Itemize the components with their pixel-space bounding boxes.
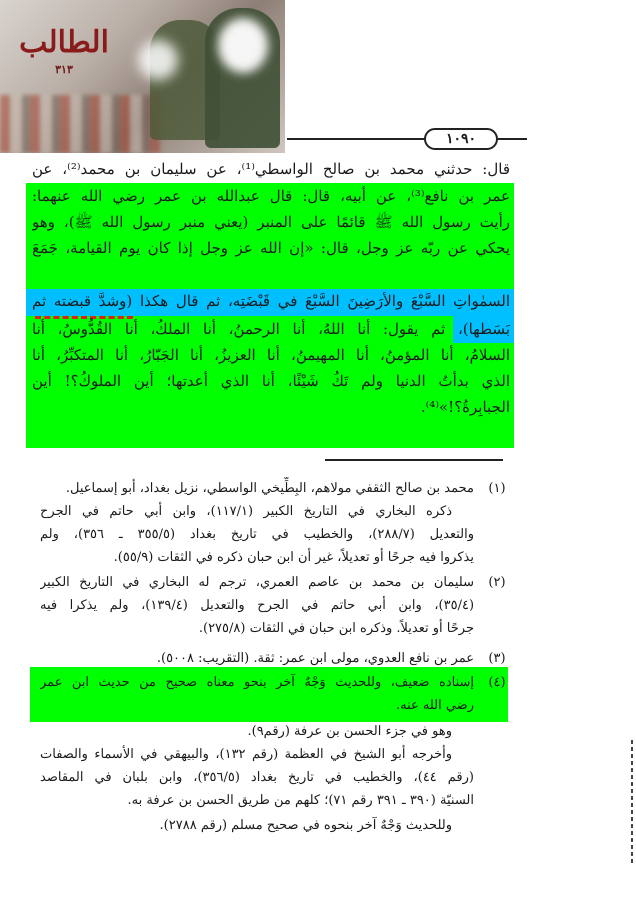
banner-logo-text: الطالب bbox=[19, 25, 109, 60]
footnote-line: محمد بن صالح الثقفي مولاهم، البِطِّيخي الواسطي، نزيل بغداد، أبو إسماعيل. bbox=[65, 481, 474, 496]
main-text-line: يحكي عن ربّه عز وجل، قال: «إن الله عز وجل إذا كان يوم القيامة، جَمَعَ bbox=[32, 239, 510, 257]
main-text-line: الجبابِرةُ؟!»⁽⁴⁾. bbox=[420, 398, 510, 416]
footnote-number: (١) bbox=[488, 481, 506, 496]
banner-logo-number: ٣١٣ bbox=[55, 63, 73, 76]
banner-logo bbox=[4, 22, 124, 97]
page-number-bar bbox=[287, 128, 527, 148]
header-banner-image bbox=[0, 0, 285, 153]
page-number: ١٠٩٠ bbox=[424, 128, 498, 150]
footnote-line: السنيّة (٣٩٠ ـ ٣٩١ رقم ٧١)؛ كلهم من طريق الحسن بن عرفة به. bbox=[127, 793, 474, 808]
footnote-line: (رقم ٤٤)، والخطيب في تاريخ بغداد (٣٥٦/٥)، وابن بلبان في المقاصد bbox=[40, 770, 474, 785]
footnote-line: والتعديل (٢٨٨/٧)، والخطيب في تاريخ بغداد (٣٥٥/٥ ـ ٣٥٦)، ولم bbox=[40, 527, 474, 542]
footnote-line: عمر بن نافع العدوي، مولى ابن عمر: ثقة. (التقريب: ٥٠٠٨). bbox=[156, 651, 474, 666]
footnote-line: إسناده ضعيف، وللحديث وَجْهٌ آخر بنحو معناه صحيح من حديث ابن عمر bbox=[40, 675, 474, 690]
main-text-line: السلامُ، أنا المؤمنُ، أنا المهيمنُ، أنا العزيزُ، أنا الجَبّارُ، أنا المتكبِّرُ، أنا bbox=[32, 346, 510, 364]
page-edge-mark bbox=[631, 740, 633, 865]
main-text-line: السمٰواتِ السَّبْعَ والأرَضِينَ السَّبْعَ في قَبْضَتِه، ثم قال هكذا (وشدَّ قبضته ثم bbox=[32, 292, 510, 310]
footnote-line: وللحديث وَجْهٌ آخر بنحوه في صحيح مسلم (رقم ٢٧٨٨). bbox=[159, 818, 452, 833]
main-text-line: بَسَطها)، ثم يقول: أنا اللهُ، أنا الرحمنُ، أنا الملكُ، أنا القُدُّوسُ، أنا bbox=[32, 320, 510, 338]
crowd-graphic bbox=[0, 95, 160, 153]
main-text-line: قال: حدثني محمد بن صالح الواسطي⁽¹⁾، عن سليمان بن محمد⁽²⁾، عن bbox=[32, 160, 510, 178]
footnote-number: (٢) bbox=[488, 575, 506, 590]
footnote-line: (٣٥/٤)، وابن أبي حاتم في الجرح والتعديل (١٣٩/٤)، ولم يذكرا فيه bbox=[40, 598, 474, 613]
light-glow bbox=[138, 40, 178, 80]
light-glow bbox=[218, 18, 268, 73]
main-text-line: الذي بدأتُ الدنيا ولم تَكُ شَيْئًا، أنا الذي أعدتها؛ أين الملوكُ؟! أين bbox=[32, 372, 510, 390]
footnote-number: (٣) bbox=[488, 651, 506, 666]
footnote-line: يذكروا فيه جرحًا أو تعديلاً، غير أن ابن حبان ذكره في الثقات (٥٥/٩). bbox=[113, 550, 474, 565]
footnote-line: رضي الله عنه. bbox=[395, 698, 474, 713]
footnote-line: سليمان بن محمد بن عاصم العمري، ترجم له البخاري في التاريخ الكبير bbox=[40, 575, 474, 590]
main-text-line: رأيت رسول الله ﷺ قائمًا على المنبر (يعني منبر رسول الله ﷺ)، وهو bbox=[32, 213, 510, 231]
footnote-line: جرحًا أو تعديلاً. وذكره ابن حبان في الثقات (٢٧٥/٨). bbox=[198, 621, 474, 636]
footnote-line: وأخرجه أبو الشيخ في العظمة (رقم ١٣٢)، والبيهقي في الأسماء والصفات bbox=[40, 747, 452, 762]
footnote-line: وهو في جزء الحسن بن عرفة (رقم٩). bbox=[247, 724, 452, 739]
footnote-line: ذكره البخاري في التاريخ الكبير (١١٧/١)، وابن أبي حاتم في الجرح bbox=[40, 504, 452, 519]
footnote-number: (٤) bbox=[488, 675, 506, 690]
main-text-line: عمر بن نافع⁽³⁾، عن أبيه، قال: قال عبدالله بن عمر رضي الله عنهما: bbox=[32, 187, 510, 205]
footnote-separator bbox=[325, 459, 503, 461]
